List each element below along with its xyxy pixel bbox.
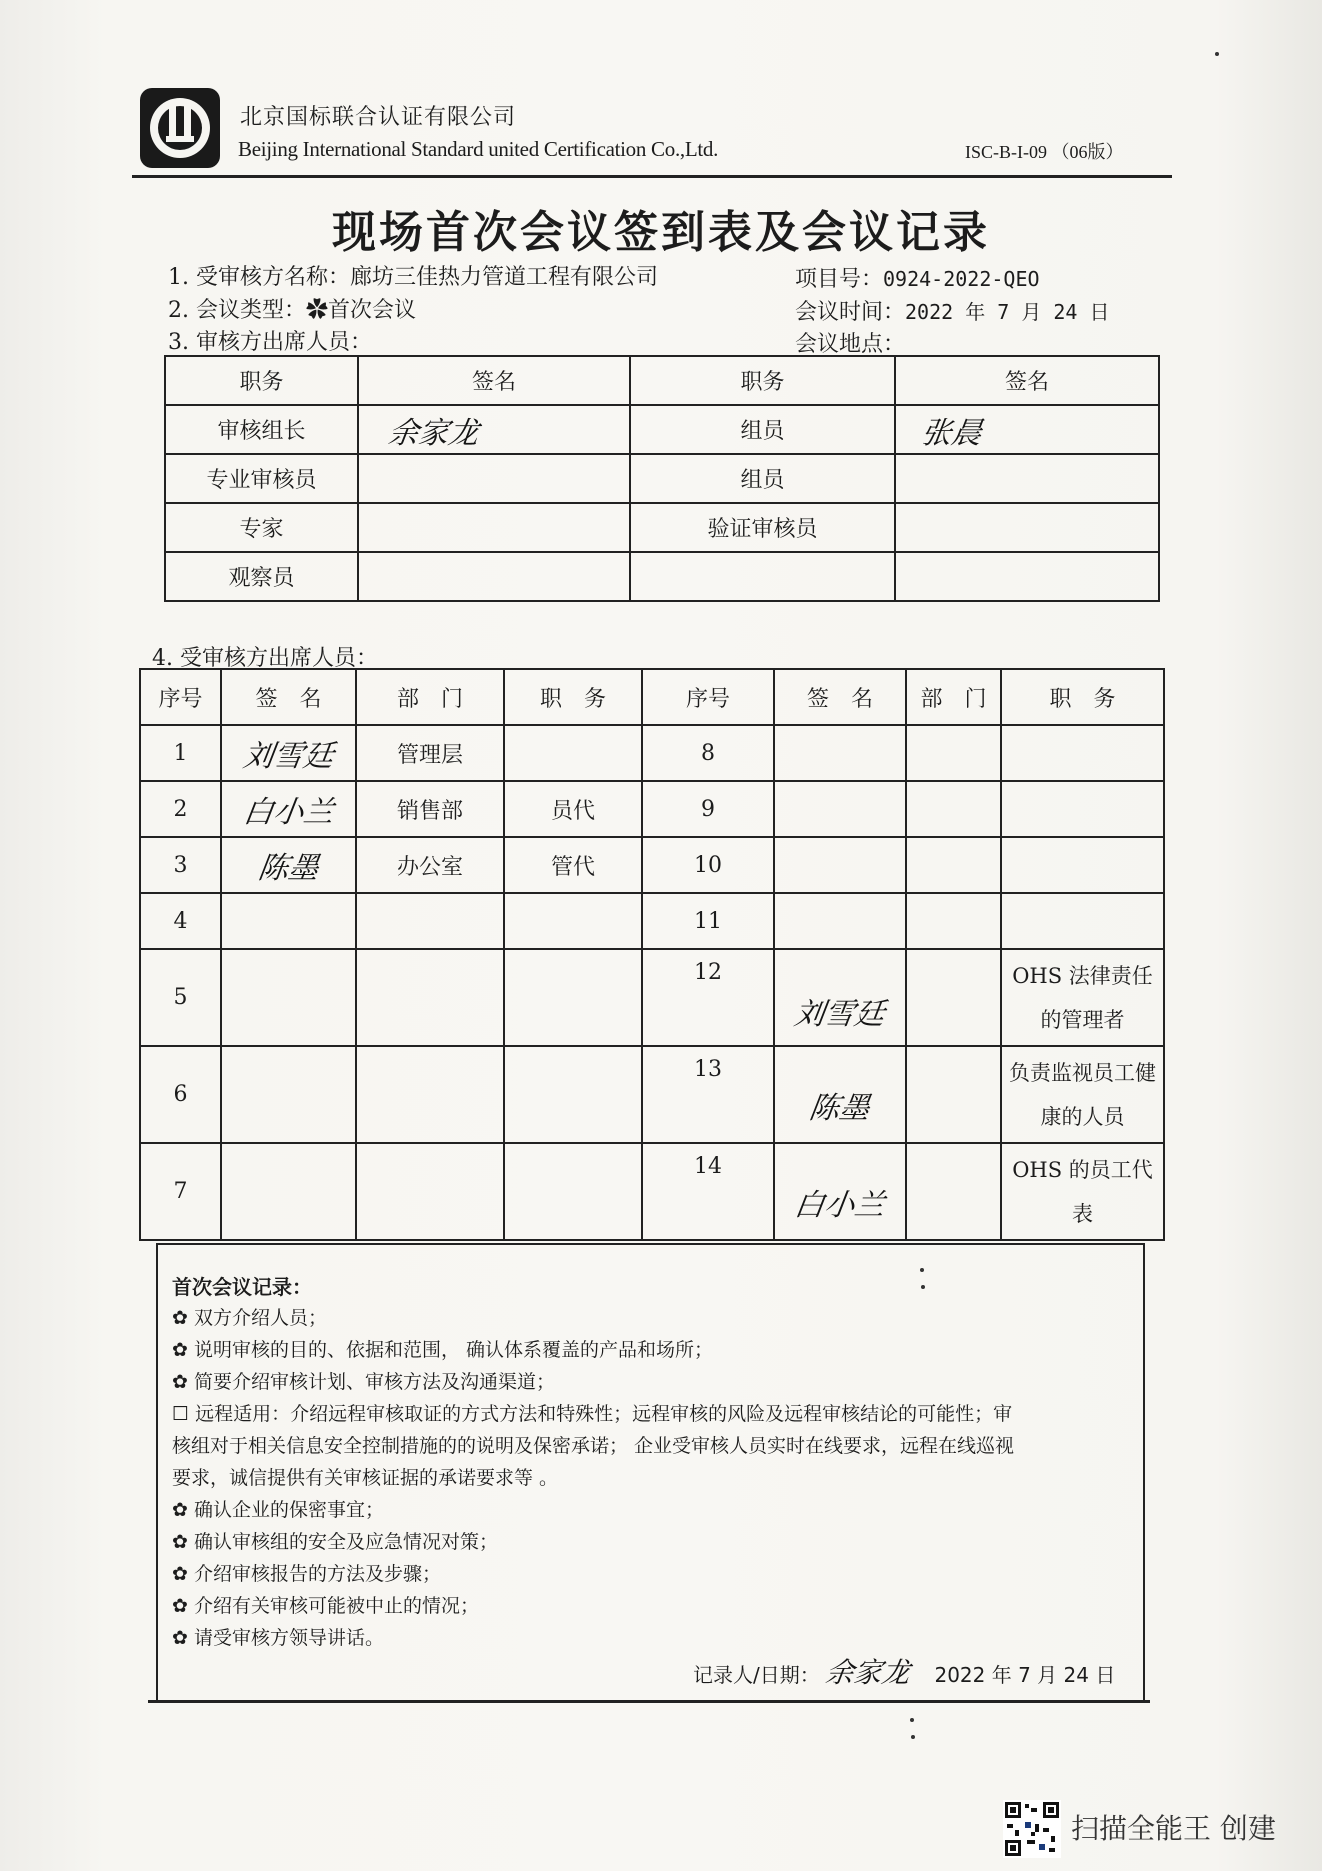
seq-cell: 7 [140,1143,221,1240]
recorder-date: 2022 年 7 月 24 日 [934,1663,1116,1687]
handwritten-signature: 张晨 [919,415,984,451]
meeting-type-line [168,293,416,324]
table-row [165,552,1159,601]
signature-cell [358,503,630,552]
project-value: 0924-2022-QEO [883,267,1040,291]
handwritten-signature: 陈墨 [255,851,321,886]
signature-cell [774,949,906,1046]
header-divider [132,175,1172,178]
signature-cell [221,893,356,949]
handwritten-signature: 刘雪廷 [792,996,887,1032]
header-signature: 签 名 [221,669,356,725]
role-cell: 组员 [630,405,895,454]
position-cell: 员代 [504,781,642,837]
header-role: 职务 [165,356,358,405]
meeting-type-label: 2. 会议类型： [168,298,306,323]
minutes-item: ✿ 简要介绍审核计划、审核方法及沟通渠道； [172,1371,555,1393]
department-cell: 销售部 [356,781,504,837]
minutes-item: ✿ 双方介绍人员； [172,1307,327,1329]
seq-cell: 9 [642,781,774,837]
role-cell: 验证审核员 [630,503,895,552]
audit-team-label: 3. 审核方出席人员： [168,330,372,355]
scan-speck [1215,52,1219,56]
header-signature: 签名 [358,356,630,405]
minutes-item: ✿ 请受审核方领导讲话。 [172,1627,384,1649]
bottom-divider [148,1700,1150,1703]
scan-speck [920,1268,924,1272]
position-cell: 管代 [504,837,642,893]
role-cell: 专家 [165,503,358,552]
isc-logo-icon [138,86,222,170]
department-cell [906,725,1001,781]
role-cell: 组员 [630,454,895,503]
company-name-en: Beijing International Standard united Certification Co.,Ltd. [238,137,719,161]
header-department: 部 门 [906,669,1001,725]
signature-cell [774,893,906,949]
seq-cell: 1 [140,725,221,781]
minutes-item: 核组对于相关信息安全控制措施的的说明及保密承诺； 企业受审核人员实时在线要求，远程在线巡视 [172,1435,1015,1457]
table-row [165,454,1159,503]
meeting-type-value: ✿首次会议 [305,298,416,323]
recorder-line [693,1651,1115,1691]
signature-cell [221,725,356,781]
seq-cell: 13 [642,1046,774,1143]
meeting-time-value: 2022 年 7 月 24 日 [905,300,1110,324]
seq-cell: 8 [642,725,774,781]
table-row [165,503,1159,552]
minutes-heading: 首次会议记录： [172,1275,312,1299]
handwritten-signature: 陈墨 [807,1090,872,1126]
table-row [140,781,1164,837]
header-department: 部 门 [356,669,504,725]
scan-speck [910,1718,914,1722]
minutes-item: ✿ 确认审核组的安全及应急情况对策； [172,1531,498,1553]
role-cell [630,552,895,601]
header-seq: 序号 [140,669,221,725]
signature-cell [895,552,1159,601]
department-cell [906,949,1001,1046]
seq-cell: 10 [642,837,774,893]
signature-cell [774,837,906,893]
table-row [140,837,1164,893]
table-row [140,949,1164,1046]
handwritten-signature: 白小兰 [792,1187,887,1223]
seq-cell: 11 [642,893,774,949]
scan-speck [911,1735,915,1739]
role-cell: 观察员 [165,552,358,601]
department-cell [356,949,504,1046]
table-row [140,725,1164,781]
signature-cell [221,781,356,837]
company-name-cn: 北京国标联合认证有限公司 [240,105,517,130]
auditee-value: 廊坊三佳热力管道工程有限公司 [349,265,658,290]
seq-cell: 4 [140,893,221,949]
minutes-item: ☐ 远程适用：介绍远程审核取证的方式方法和特殊性；远程审核的风险及远程审核结论的可能性；审 [172,1403,1013,1425]
audit-team-table [164,355,1160,602]
auditee-attendees-label: 4. 受审核方出席人员： [152,646,378,671]
department-cell: 办公室 [356,837,504,893]
signature-cell [221,1046,356,1143]
meeting-time-label: 会议时间： [795,300,906,325]
auditee-name-line [168,260,658,291]
signature-cell [358,552,630,601]
signature-cell [221,949,356,1046]
position-cell: OHS 的员工代表 [1001,1143,1164,1240]
position-cell [1001,837,1164,893]
meeting-place-label: 会议地点： [795,332,906,357]
table-header-row [165,356,1159,405]
form-code: ISC-B-I-09 （06版） [965,142,1124,162]
qr-code-icon [1003,1800,1061,1858]
minutes-item: 要求，诚信提供有关审核证据的承诺要求等 。 [172,1467,559,1489]
role-cell: 专业审核员 [165,454,358,503]
position-cell [1001,781,1164,837]
header-signature: 签名 [895,356,1159,405]
meeting-minutes-box [156,1243,1145,1702]
table-row [165,405,1159,454]
seq-cell: 5 [140,949,221,1046]
position-cell [1001,725,1164,781]
position-cell [504,725,642,781]
department-cell [906,781,1001,837]
signature-cell [221,1143,356,1240]
signature-cell [774,781,906,837]
department-cell [906,893,1001,949]
signature-cell [895,503,1159,552]
project-number-line [795,262,1040,293]
handwritten-signature: 白小兰 [240,795,336,830]
position-cell [504,1046,642,1143]
position-cell [1001,893,1164,949]
minutes-item: ✿ 确认企业的保密事宜； [172,1499,384,1521]
minutes-item: ✿ 说明审核的目的、依据和范围， 确认体系覆盖的产品和场所； [172,1339,714,1361]
department-cell [906,837,1001,893]
seq-cell: 2 [140,781,221,837]
minutes-item: ✿ 介绍审核报告的方法及步骤； [172,1563,441,1585]
department-cell [356,1143,504,1240]
position-cell [504,949,642,1046]
header-position: 职 务 [1001,669,1164,725]
table-row [140,1046,1164,1143]
handwritten-signature: 余家龙 [823,1656,913,1689]
signature-cell [774,725,906,781]
position-cell [504,1143,642,1240]
position-cell: OHS 法律责任的管理者 [1001,949,1164,1046]
signature-cell [895,405,1159,454]
position-cell [504,893,642,949]
signature-cell [221,837,356,893]
signature-cell [358,405,630,454]
signature-cell [358,454,630,503]
scan-speck [921,1285,925,1289]
signature-cell [774,1143,906,1240]
seq-cell: 14 [642,1143,774,1240]
scanner-watermark-text: 扫描全能王 创建 [1071,1812,1276,1845]
project-label: 项目号： [795,267,884,292]
seq-cell: 6 [140,1046,221,1143]
table-row [140,893,1164,949]
auditee-attendee-table [139,668,1165,1241]
header-signature: 签 名 [774,669,906,725]
table-header-row [140,669,1164,725]
table-row [140,1143,1164,1240]
handwritten-signature: 刘雪廷 [240,739,336,774]
meeting-time-line [795,295,1110,326]
department-cell: 管理层 [356,725,504,781]
minutes-item: ✿ 介绍有关审核可能被中止的情况； [172,1595,479,1617]
handwritten-signature: 余家龙 [386,415,481,451]
department-cell [356,1046,504,1143]
page-title: 现场首次会议签到表及会议记录 [332,207,990,258]
signature-cell [895,454,1159,503]
role-cell: 审核组长 [165,405,358,454]
department-cell [356,893,504,949]
recorder-label: 记录人/日期： [693,1663,820,1687]
header-role: 职务 [630,356,895,405]
header-seq: 序号 [642,669,774,725]
department-cell [906,1143,1001,1240]
position-cell: 负责监视员工健康的人员 [1001,1046,1164,1143]
seq-cell: 3 [140,837,221,893]
seq-cell: 12 [642,949,774,1046]
department-cell [906,1046,1001,1143]
signature-cell [774,1046,906,1143]
auditee-label: 1. 受审核方名称： [168,265,350,290]
header-position: 职 务 [504,669,642,725]
